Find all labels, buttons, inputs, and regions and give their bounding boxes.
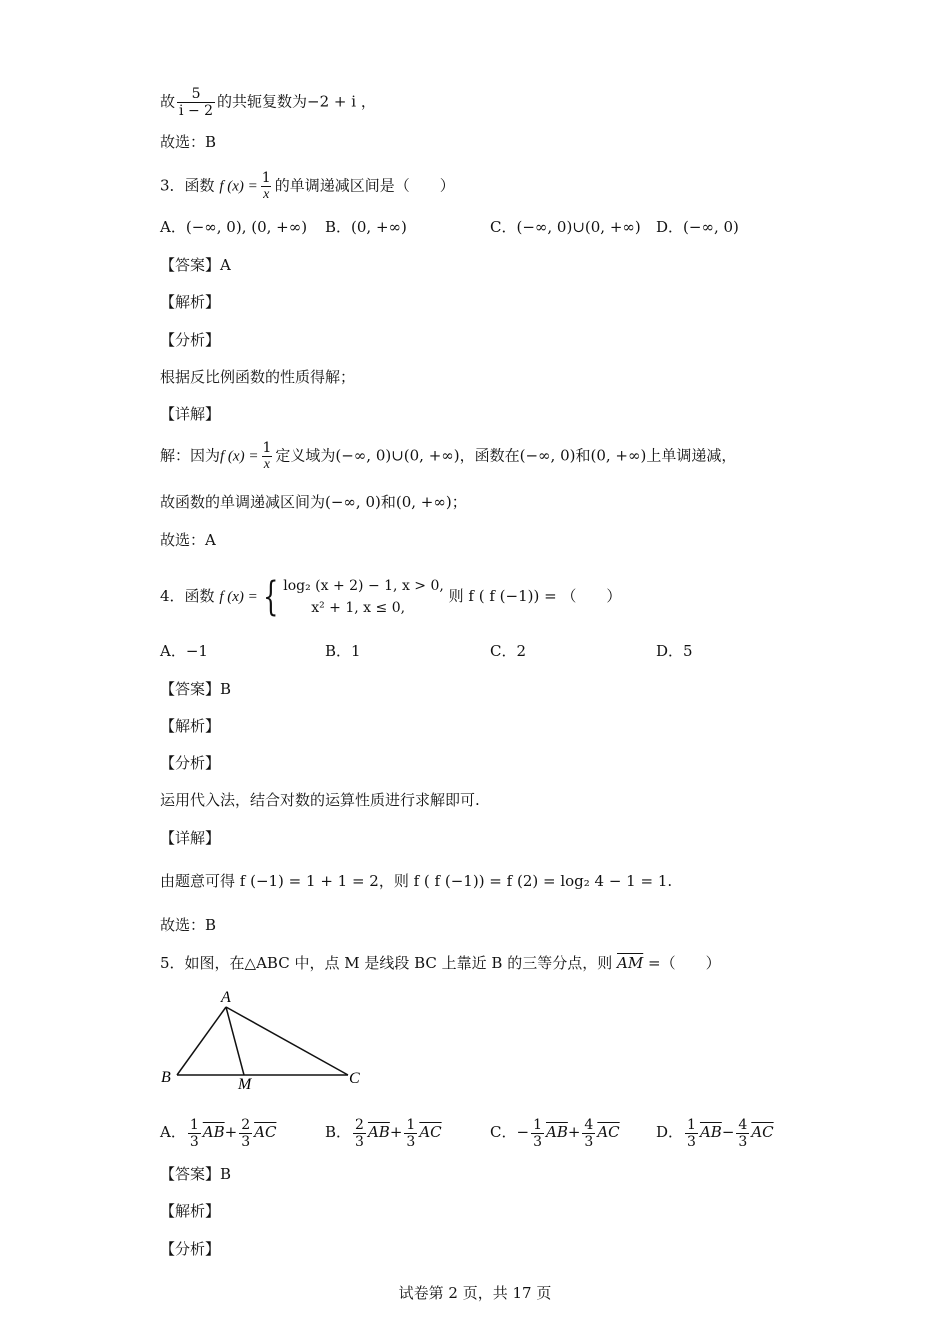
q3-detail-function: f (x) = bbox=[220, 448, 259, 465]
conjugate-prefix: 故 bbox=[160, 92, 176, 111]
option-text: 2 bbox=[516, 642, 527, 660]
q5-option-b bbox=[325, 1112, 442, 1152]
q4-option-a bbox=[160, 641, 208, 661]
option-label: A． bbox=[160, 642, 186, 660]
option-label: A． bbox=[160, 218, 186, 236]
piecewise-brace: { bbox=[262, 574, 279, 620]
q4-conclusion: 故选：B bbox=[160, 916, 217, 934]
q4-stem-prefix: 4．函数 bbox=[160, 587, 215, 605]
piecewise-case-2: x² + 1, x ≤ 0, bbox=[311, 600, 406, 616]
q3-fraction bbox=[260, 170, 273, 203]
coef-den: 3 bbox=[533, 1133, 542, 1150]
vector-ab: $\overline{AB}$ bbox=[699, 1123, 722, 1141]
coef-2 bbox=[239, 1117, 252, 1150]
coef-den: 3 bbox=[584, 1133, 594, 1150]
piecewise-case-1: log₂ (x + 2) − 1, x > 0, bbox=[283, 578, 444, 594]
coef-num: 1 bbox=[533, 1116, 542, 1133]
q3-fraction-num: 1 bbox=[261, 170, 271, 186]
q3-function: f (x) = bbox=[219, 178, 258, 195]
option-text: 5 bbox=[683, 642, 693, 660]
prev-conclusion: 故选：B bbox=[160, 133, 217, 151]
option-label: B． bbox=[325, 218, 352, 236]
vector-ab: $\overline{AB}$ bbox=[545, 1123, 568, 1141]
option-operator: − bbox=[721, 1123, 735, 1141]
option-text: (−∞, 0) bbox=[683, 218, 739, 236]
q4-option-b bbox=[325, 641, 361, 661]
coef-1 bbox=[353, 1117, 366, 1150]
q4-analysis: 运用代入法，结合对数的运算性质进行求解即可. bbox=[160, 791, 480, 809]
coef-num: 4 bbox=[584, 1116, 594, 1133]
fraction-5-over-i-2 bbox=[177, 86, 215, 119]
page-footer: 试卷第 2 页，共 17 页 bbox=[398, 1284, 552, 1302]
option-sign: − bbox=[516, 1123, 530, 1141]
q5-jiexi-heading: 【解析】 bbox=[160, 1202, 221, 1220]
q4-fenxi-heading: 【分析】 bbox=[160, 754, 221, 772]
coef-den: 3 bbox=[406, 1133, 416, 1150]
q3-detail-fraction-den: x bbox=[263, 457, 271, 472]
coef-num: 2 bbox=[241, 1116, 251, 1133]
option-text: −1 bbox=[185, 642, 208, 660]
coef-num: 1 bbox=[406, 1116, 416, 1133]
option-label: C． bbox=[490, 642, 517, 660]
q3-jiexi-heading: 【解析】 bbox=[160, 293, 221, 311]
side-ac bbox=[226, 1007, 348, 1075]
q4-answer: 【答案】B bbox=[160, 680, 232, 698]
q3-detail-fraction bbox=[260, 440, 273, 473]
q3-answer: 【答案】A bbox=[160, 256, 231, 274]
q5-stem-text: 5．如图，在△ABC 中，点 M 是线段 BC 上靠近 B 的三等分点，则 bbox=[160, 954, 613, 972]
label-c: C bbox=[349, 1070, 360, 1087]
option-operator: + bbox=[567, 1123, 581, 1141]
coef-num: 1 bbox=[687, 1116, 696, 1133]
q5-option-d bbox=[656, 1112, 774, 1152]
q4-stem bbox=[160, 574, 621, 619]
vector-ac: $\overline{AC}$ bbox=[597, 1123, 620, 1141]
q3-stem bbox=[160, 170, 455, 203]
q3-option-a bbox=[160, 217, 307, 237]
option-text: (−∞, 0)∪(0, +∞) bbox=[516, 218, 641, 236]
q3-detail-prefix: 解：因为 bbox=[160, 446, 221, 465]
side-ab bbox=[177, 1007, 226, 1075]
q5-option-a bbox=[160, 1112, 276, 1152]
q4-function: f (x) = bbox=[219, 589, 258, 605]
q3-detail-fraction-num: 1 bbox=[262, 440, 272, 456]
q5-stem-suffix: =（ ） bbox=[648, 954, 721, 972]
option-text: 1 bbox=[351, 642, 361, 660]
label-m: M bbox=[238, 1076, 252, 1093]
coef-1 bbox=[685, 1117, 698, 1150]
q5-option-c bbox=[490, 1112, 620, 1152]
coef-den: 3 bbox=[189, 1133, 199, 1150]
vector-ac: $\overline{AC}$ bbox=[254, 1123, 277, 1141]
fraction-numerator: 5 bbox=[191, 86, 201, 102]
option-operator: + bbox=[224, 1123, 238, 1141]
piecewise-cases bbox=[283, 575, 444, 619]
option-label: B． bbox=[325, 1123, 352, 1141]
option-operator: + bbox=[389, 1123, 403, 1141]
q5-answer: 【答案】B bbox=[160, 1165, 232, 1183]
option-text: (−∞, 0), (0, +∞) bbox=[185, 218, 308, 236]
q3-stem-prefix: 3．函数 bbox=[160, 176, 215, 195]
q3-option-c bbox=[490, 217, 641, 237]
q3-detail-line2: 故函数的单调递减区间为(−∞, 0)和(0, +∞)； bbox=[160, 493, 467, 511]
vector-ac: $\overline{AC}$ bbox=[751, 1123, 774, 1141]
coef-den: 3 bbox=[355, 1133, 364, 1150]
coef-num: 4 bbox=[738, 1116, 748, 1133]
fraction-denominator: i − 2 bbox=[179, 103, 214, 119]
q3-option-d bbox=[656, 217, 739, 237]
option-text: (0, +∞) bbox=[351, 218, 407, 236]
vector-ab: $\overline{AB}$ bbox=[202, 1123, 225, 1141]
triangle-figure bbox=[155, 985, 375, 1095]
q3-detail-suffix: 定义域为(−∞, 0)∪(0, +∞)，函数在(−∞, 0)和(0, +∞)上单调递减， bbox=[275, 446, 737, 465]
vector-ab: $\overline{AB}$ bbox=[367, 1123, 390, 1141]
q5-fenxi-heading: 【分析】 bbox=[160, 1240, 221, 1258]
conjugate-suffix: 的共轭复数为−2 + i ， bbox=[217, 92, 376, 111]
option-label: D． bbox=[656, 218, 684, 236]
label-b: B bbox=[161, 1069, 171, 1086]
q3-xiangjie-heading: 【详解】 bbox=[160, 405, 221, 423]
option-label: D． bbox=[656, 1123, 684, 1141]
q4-jiexi-heading: 【解析】 bbox=[160, 717, 221, 735]
q3-option-b bbox=[325, 217, 407, 237]
q5-stem bbox=[160, 953, 721, 973]
q4-stem-suffix: 则 f ( f (−1)) = （ ） bbox=[448, 587, 622, 605]
q3-stem-suffix: 的单调递减区间是（ ） bbox=[274, 176, 455, 195]
coef-num: 1 bbox=[189, 1116, 199, 1133]
vector-am: $\overline{AM}$ bbox=[617, 954, 644, 972]
q3-detail-line1 bbox=[160, 440, 736, 473]
option-label: C． bbox=[490, 218, 517, 236]
option-label: A． bbox=[160, 1123, 186, 1141]
coef-2 bbox=[736, 1117, 749, 1150]
q3-conclusion: 故选：A bbox=[160, 531, 216, 549]
q3-fraction-den: x bbox=[263, 187, 270, 202]
label-a: A bbox=[221, 989, 231, 1006]
q3-fenxi-heading: 【分析】 bbox=[160, 331, 221, 349]
q3-analysis: 根据反比例函数的性质得解； bbox=[160, 368, 356, 386]
q4-detail: 由题意可得 f (−1) = 1 + 1 = 2，则 f ( f (−1)) = f (2) = log₂ 4 − 1 = 1. bbox=[160, 872, 673, 890]
coef-2 bbox=[582, 1117, 595, 1150]
vector-ac: $\overline{AC}$ bbox=[419, 1123, 442, 1141]
option-label: C． bbox=[490, 1123, 517, 1141]
q4-option-c bbox=[490, 641, 526, 661]
coef-den: 3 bbox=[687, 1133, 696, 1150]
conjugate-line bbox=[160, 86, 376, 119]
coef-2 bbox=[404, 1117, 417, 1150]
coef-1 bbox=[188, 1117, 201, 1150]
coef-den: 3 bbox=[241, 1133, 251, 1150]
q4-xiangjie-heading: 【详解】 bbox=[160, 829, 221, 847]
coef-num: 2 bbox=[355, 1116, 364, 1133]
option-label: B． bbox=[325, 642, 352, 660]
option-label: D． bbox=[656, 642, 684, 660]
coef-den: 3 bbox=[738, 1133, 748, 1150]
coef-1 bbox=[531, 1117, 544, 1150]
q4-option-d bbox=[656, 641, 693, 661]
segment-am bbox=[226, 1007, 244, 1075]
